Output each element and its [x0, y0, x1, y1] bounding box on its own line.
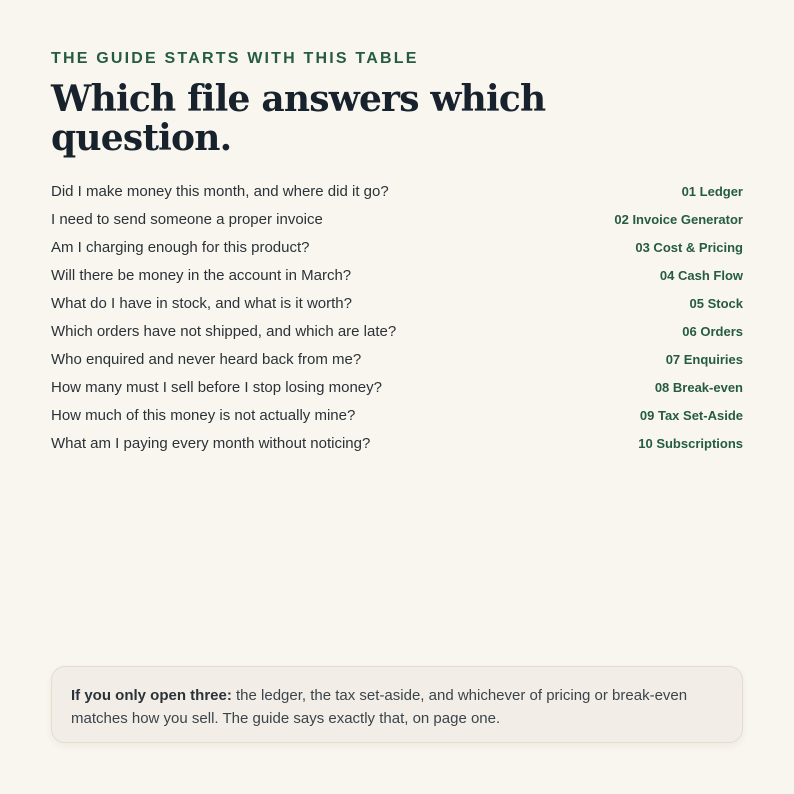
question-text: What do I have in stock, and what is it worth?	[51, 294, 352, 312]
table-row	[51, 345, 743, 373]
file-label: 01 Ledger	[681, 183, 743, 199]
file-label: 06 Orders	[682, 323, 743, 339]
table-row	[51, 317, 743, 345]
table-row	[51, 261, 743, 289]
question-text: Am I charging enough for this product?	[51, 238, 310, 256]
question-text: What am I paying every month without noticing?	[51, 434, 371, 452]
table-row	[51, 177, 743, 205]
table-row	[51, 373, 743, 401]
table-row	[51, 289, 743, 317]
question-text: I need to send someone a proper invoice	[51, 210, 323, 228]
file-label: 07 Enquiries	[665, 351, 743, 367]
tip-lead: If you only open three:	[71, 687, 232, 704]
question-text: Did I make money this month, and where did it go?	[51, 182, 389, 200]
file-label: 05 Stock	[689, 295, 743, 311]
file-label: 04 Cash Flow	[659, 267, 743, 283]
file-label: 10 Subscriptions	[638, 435, 743, 451]
eyebrow-label: THE GUIDE STARTS WITH THIS TABLE	[51, 50, 419, 67]
guide-page	[51, 0, 743, 794]
question-text: Who enquired and never heard back from me?	[51, 350, 362, 368]
table-row	[51, 205, 743, 233]
question-text: Which orders have not shipped, and which are late?	[51, 322, 397, 340]
question-text: Will there be money in the account in March?	[51, 266, 352, 284]
tip-body: the ledger, the tax set-aside, and whichever of pricing or break-even matches how you sell. The guide says exactly that, on page one.	[71, 687, 688, 727]
file-label: 02 Invoice Generator	[614, 211, 743, 227]
file-label: 09 Tax Set-Aside	[639, 407, 743, 423]
file-label: 03 Cost & Pricing	[635, 239, 743, 255]
page-title: Which file answers which question.	[51, 78, 546, 159]
file-label: 08 Break-even	[654, 379, 743, 395]
table-row	[51, 233, 743, 261]
table-row	[51, 429, 743, 457]
tip-callout	[51, 666, 743, 743]
question-file-table	[51, 177, 743, 457]
question-text: How many must I sell before I stop losing money?	[51, 378, 382, 396]
table-row	[51, 401, 743, 429]
question-text: How much of this money is not actually mine?	[51, 406, 356, 424]
